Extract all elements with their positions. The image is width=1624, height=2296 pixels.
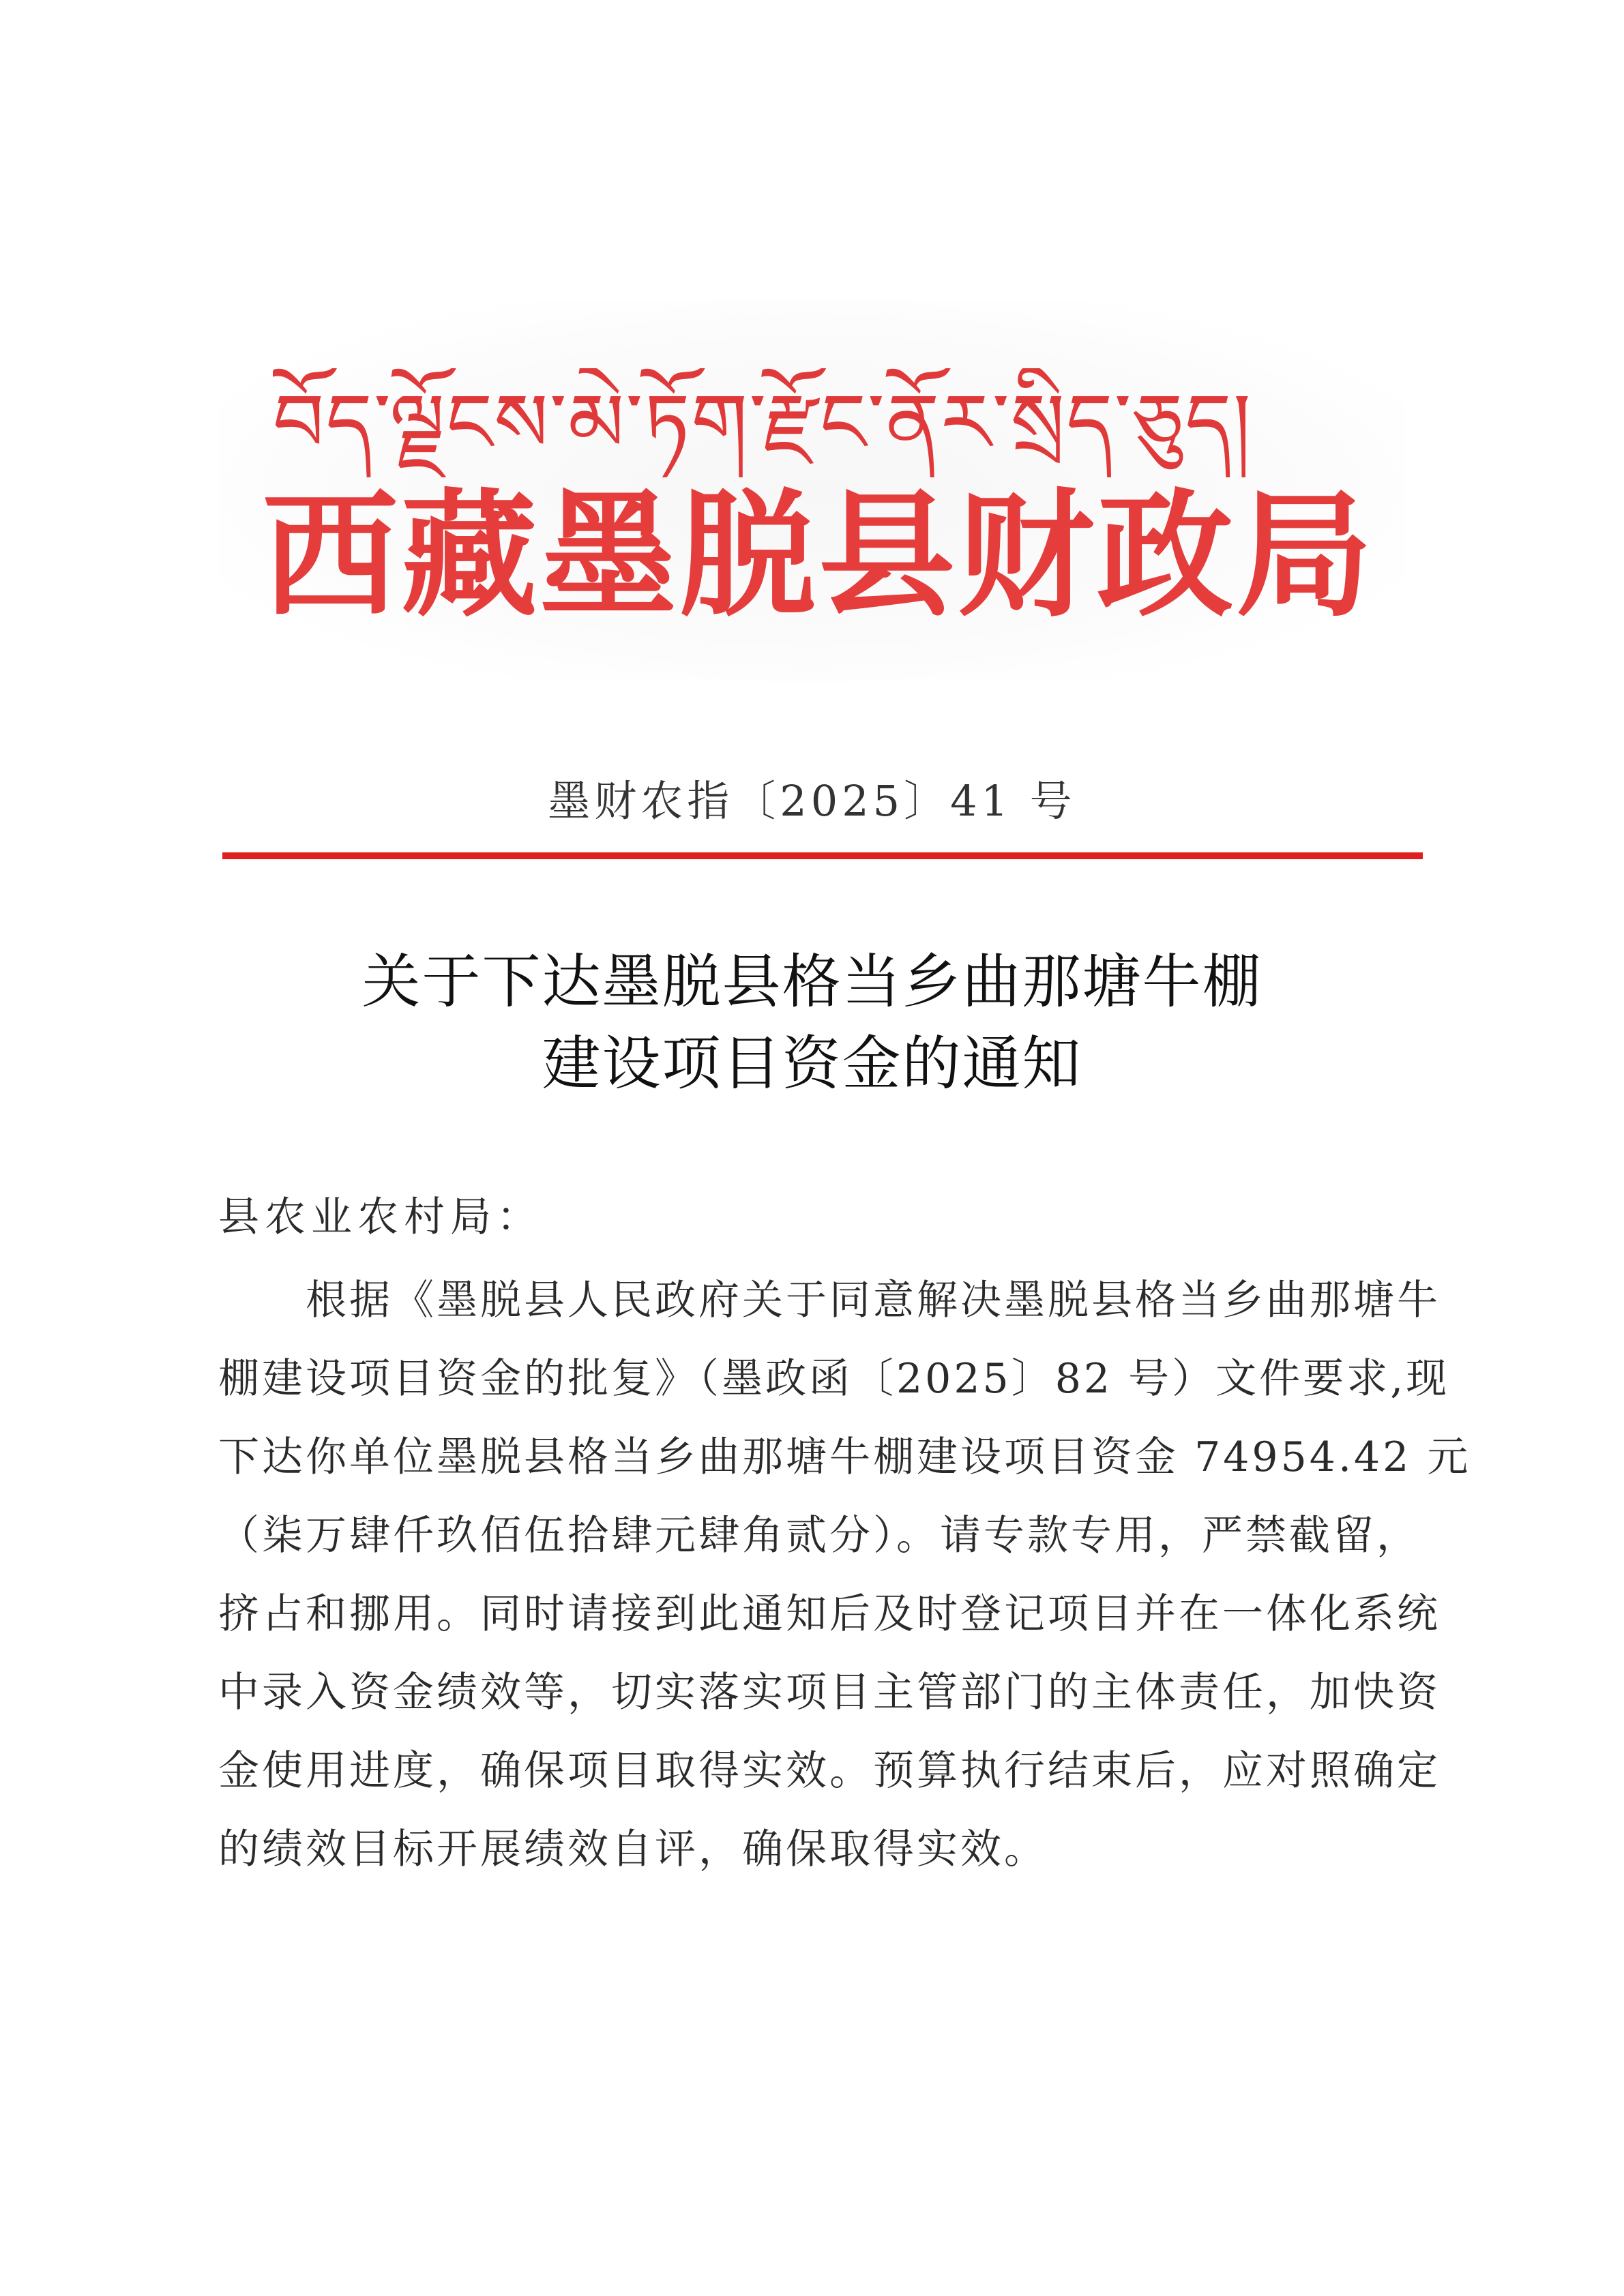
title-line-1: 关于下达墨脱县格当乡曲那塘牛棚 [361, 948, 1263, 1016]
body-line: 挤占和挪用。同时请接到此通知后及时登记项目并在一体化系统 [218, 1590, 1441, 1638]
body-paragraph [218, 1262, 1471, 1889]
salutation: 县农业农村局： [218, 1193, 543, 1241]
body-line: 的绩效目标开展绩效自评，确保取得实效。 [218, 1825, 1048, 1873]
letterhead-chinese: 西藏墨脱县财政局 [261, 475, 1375, 636]
title-line-2: 建设项目资金的通知 [542, 1030, 1082, 1098]
body-line: （柒万肆仟玖佰伍拾肆元肆角贰分）。请专款专用，严禁截留， [218, 1512, 1420, 1560]
document-title [0, 941, 1624, 1105]
body-line: 棚建设项目资金的批复》（墨政函〔2025〕82 号）文件要求,现 [218, 1355, 1450, 1403]
letterhead-tibetan: བོད་ལྗོངས་མེ་ཏོག་རྫོང་ནོར་སྲིད་ཅུད། [273, 376, 1252, 470]
red-divider-rule [222, 852, 1423, 859]
document-number: 墨财农指〔2025〕41 号 [548, 776, 1076, 826]
body-line: 下达你单位墨脱县格当乡曲那塘牛棚建设项目资金 74954.42 元 [218, 1433, 1471, 1481]
body-line: 中录入资金绩效等，切实落实项目主管部门的主体责任，加快资 [218, 1669, 1441, 1716]
body-line: 根据《墨脱县人民政府关于同意解决墨脱县格当乡曲那塘牛 [306, 1277, 1441, 1324]
body-line: 金使用进度，确保项目取得实效。预算执行结束后，应对照确定 [218, 1747, 1441, 1795]
